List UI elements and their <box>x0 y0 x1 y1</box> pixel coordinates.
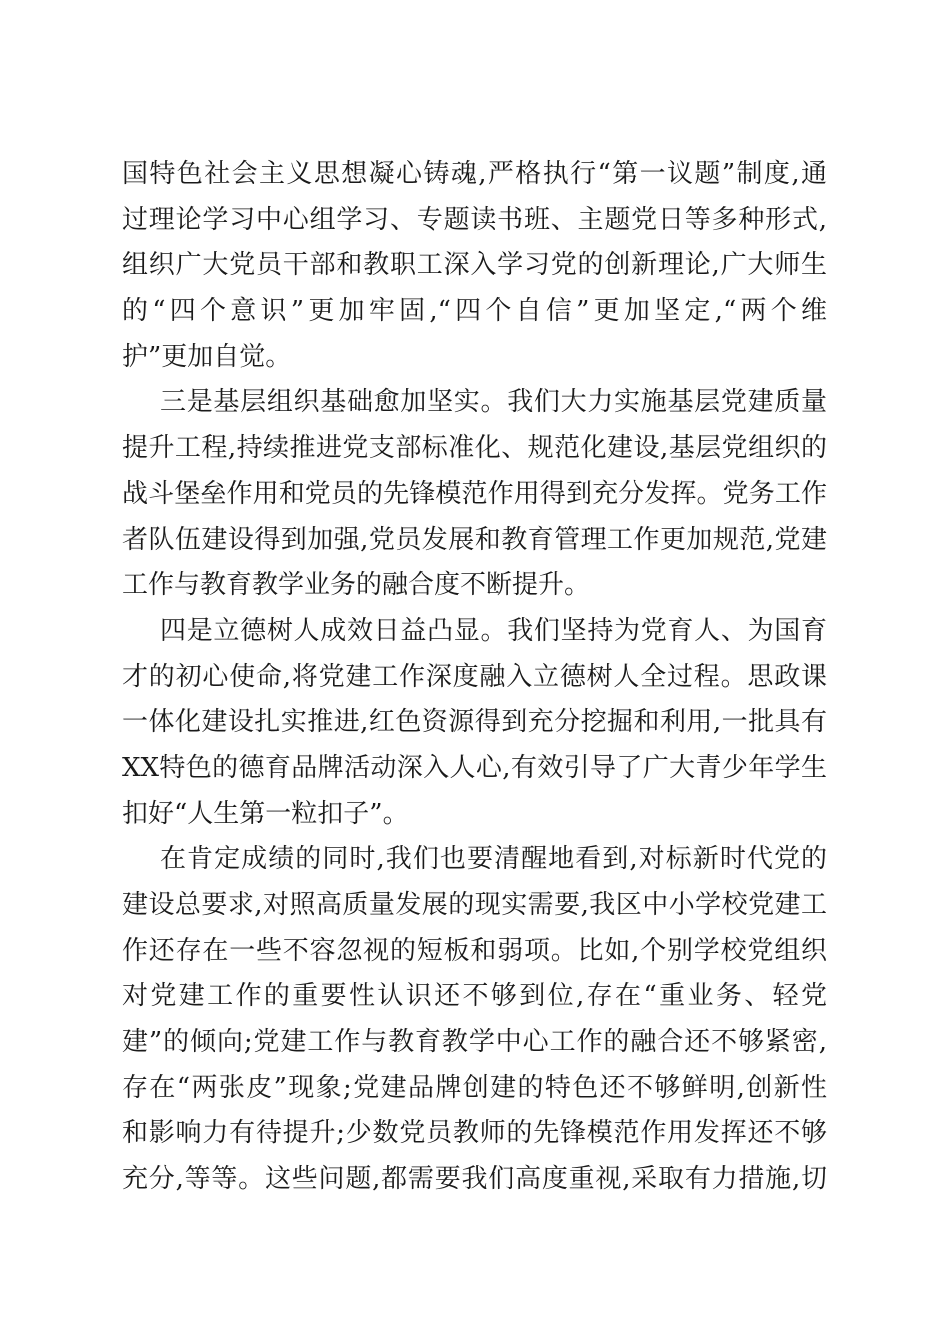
text-line: 存在“两张皮”现象;党建品牌创建的特色还不够鲜明,创新性 <box>122 1072 827 1103</box>
text-line: 国特色社会主义思想凝心铸魂,严格执行“第一议题”制度,通 <box>122 159 827 189</box>
text-line: 三是基层组织基础愈加坚实。我们大力实施基层党建质量 <box>160 387 827 418</box>
text-line: 在肯定成绩的同时,我们也要清醒地看到,对标新时代党的 <box>160 844 827 875</box>
text-line: 过理论学习中心组学习、专题读书班、主题党日等多种形式, <box>122 204 827 235</box>
paragraph-continued <box>122 152 827 380</box>
text-line: 扣好“人生第一粒扣子”。 <box>122 798 409 829</box>
text-line: 建设总要求,对照高质量发展的现实需要,我区中小学校党建工 <box>122 890 827 920</box>
text-line: 的“四个意识”更加牢固,“四个自信”更加坚定,“两个维 <box>122 296 827 327</box>
text-line: 才的初心使命,将党建工作深度融入立德树人全过程。思政课 <box>122 661 827 692</box>
text-line: 对党建工作的重要性认识还不够到位,存在“重业务、轻党 <box>122 981 827 1012</box>
text-line: 和影响力有待提升;少数党员教师的先锋模范作用发挥还不够 <box>122 1118 827 1149</box>
text-line: 作还存在一些不容忽视的短板和弱项。比如,个别学校党组织 <box>122 935 827 966</box>
document-page <box>122 152 827 1203</box>
text-line: XX特色的德育品牌活动深入人心,有效引导了广大青少年学生 <box>122 752 827 783</box>
text-line: 组织广大党员干部和教职工深入学习党的创新理论,广大师生 <box>122 250 827 281</box>
text-line: 护”更加自觉。 <box>122 341 292 372</box>
paragraph-moral-education <box>122 609 827 837</box>
text-line: 建”的倾向;党建工作与教育教学中心工作的融合还不够紧密, <box>122 1027 827 1058</box>
text-line: 战斗堡垒作用和党员的先锋模范作用得到充分发挥。党务工作 <box>122 478 827 509</box>
text-line: 一体化建设扎实推进,红色资源得到充分挖掘和利用,一批具有 <box>122 707 827 738</box>
text-line: 者队伍建设得到加强,党员发展和教育管理工作更加规范,党建 <box>122 524 827 555</box>
text-line: 充分,等等。这些问题,都需要我们高度重视,采取有力措施,切 <box>122 1164 827 1195</box>
text-line: 工作与教育教学业务的融合度不断提升。 <box>122 570 591 601</box>
paragraph-grassroots-organization <box>122 380 827 608</box>
text-line: 四是立德树人成效日益凸显。我们坚持为党育人、为国育 <box>160 615 827 646</box>
text-line: 提升工程,持续推进党支部标准化、规范化建设,基层党组织的 <box>122 433 827 464</box>
paragraph-shortcomings <box>122 837 827 1203</box>
